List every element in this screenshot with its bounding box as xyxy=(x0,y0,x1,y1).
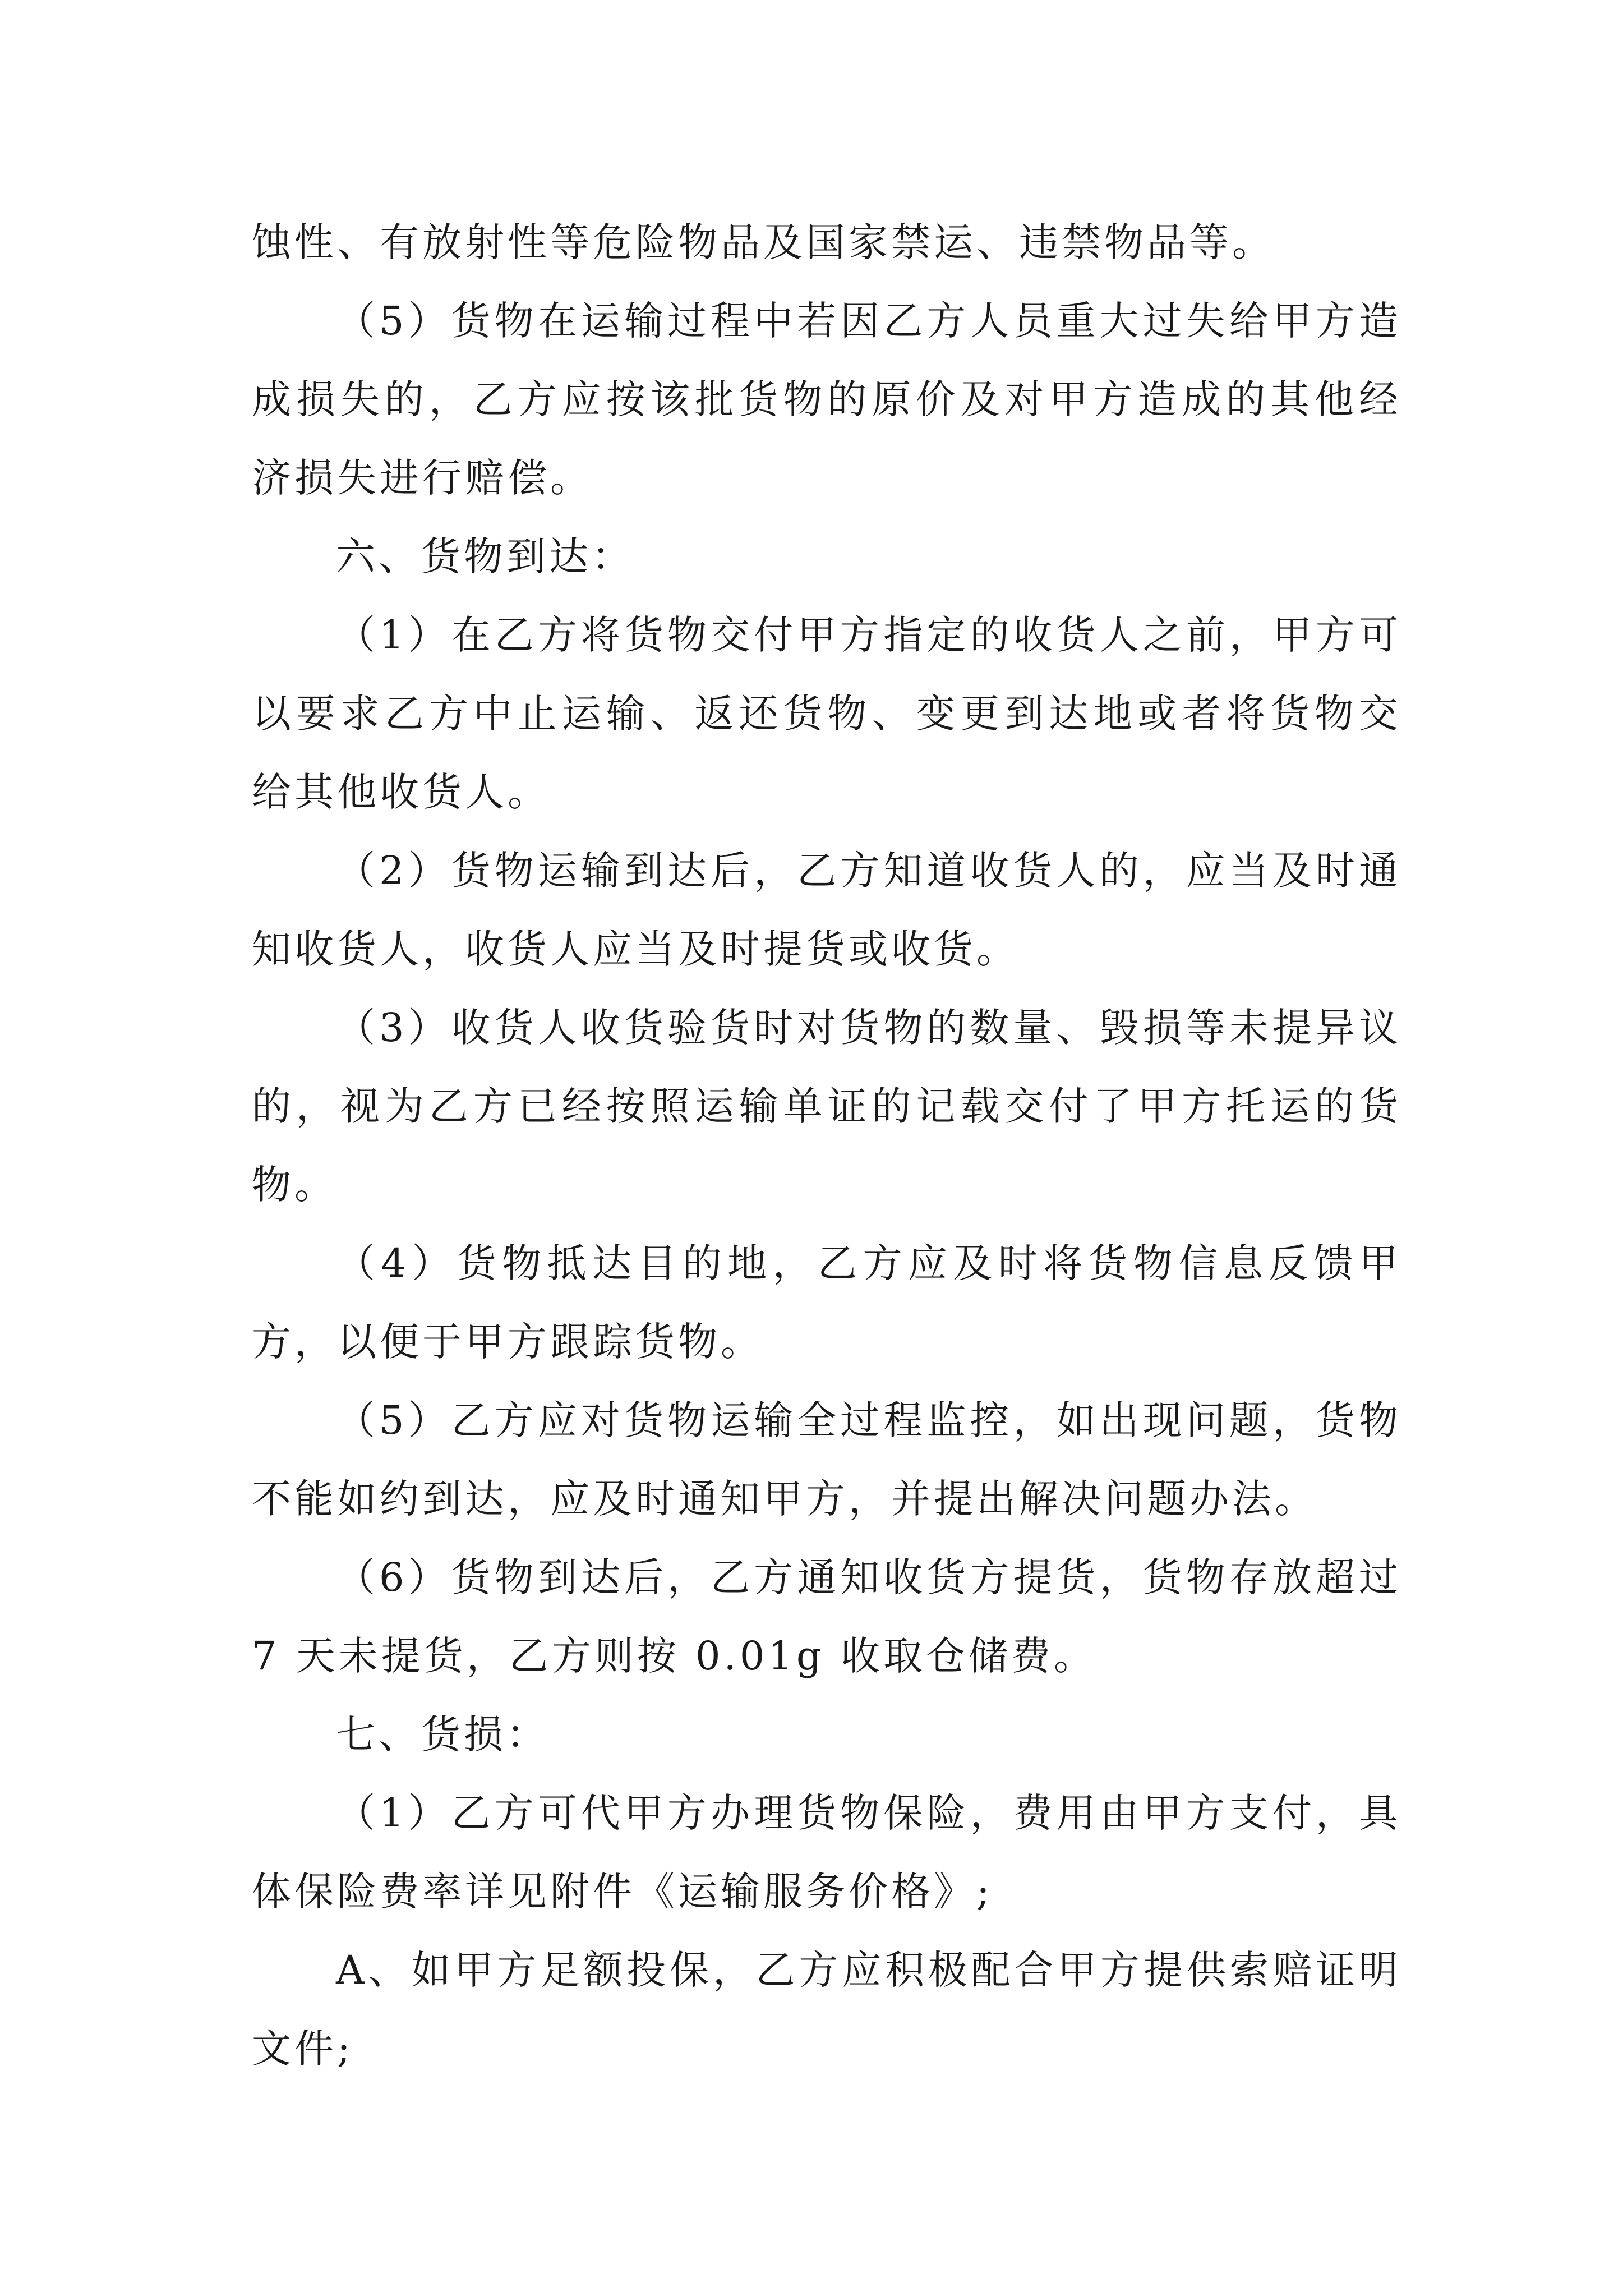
section-heading-cargo-damage: 七、货损： xyxy=(336,1711,549,1757)
document-body xyxy=(252,203,1401,2088)
section-heading-goods-arrival: 六、货物到达： xyxy=(336,533,634,579)
paragraph-arrival-clause-3: （3）收货人收货验货时对货物的数量、毁损等未提异议的，视为乙方已经按照运输单证的记载交付了甲方托运的货物。 xyxy=(252,1005,1401,1208)
paragraph-clause-5-compensation: （5）货物在运输过程中若因乙方人员重大过失给甲方造成损失的，乙方应按该批货物的原价及对甲方造成的其他经济损失进行赔偿。 xyxy=(252,298,1401,501)
paragraph-hazardous-goods-continued: 蚀性、有放射性等危险物品及国家禁运、违禁物品等。 xyxy=(252,219,1275,265)
paragraph-damage-clause-a: A、如甲方足额投保，乙方应积极配合甲方提供索赔证明文件; xyxy=(252,1947,1401,2072)
paragraph-arrival-clause-1: （1）在乙方将货物交付甲方指定的收货人之前，甲方可以要求乙方中止运输、返还货物、变更到达地或者将货物交给其他收货人。 xyxy=(252,612,1401,815)
paragraph-arrival-clause-6: （6）货物到达后，乙方通知收货方提货，货物存放超过 7 天未提货，乙方则按 0.01g 收取仓储费。 xyxy=(252,1554,1401,1679)
paragraph-damage-clause-1: （1）乙方可代甲方办理货物保险，费用由甲方支付，具体保险费率详见附件《运输服务价格》; xyxy=(252,1790,1401,1915)
paragraph-arrival-clause-4: （4）货物抵达目的地，乙方应及时将货物信息反馈甲方，以便于甲方跟踪货物。 xyxy=(252,1240,1401,1365)
paragraph-arrival-clause-2: （2）货物运输到达后，乙方知道收货人的，应当及时通知收货人，收货人应当及时提货或收货。 xyxy=(252,848,1401,972)
paragraph-arrival-clause-5: （5）乙方应对货物运输全过程监控，如出现问题，货物不能如约到达，应及时通知甲方，并提出解决问题办法。 xyxy=(252,1397,1401,1522)
